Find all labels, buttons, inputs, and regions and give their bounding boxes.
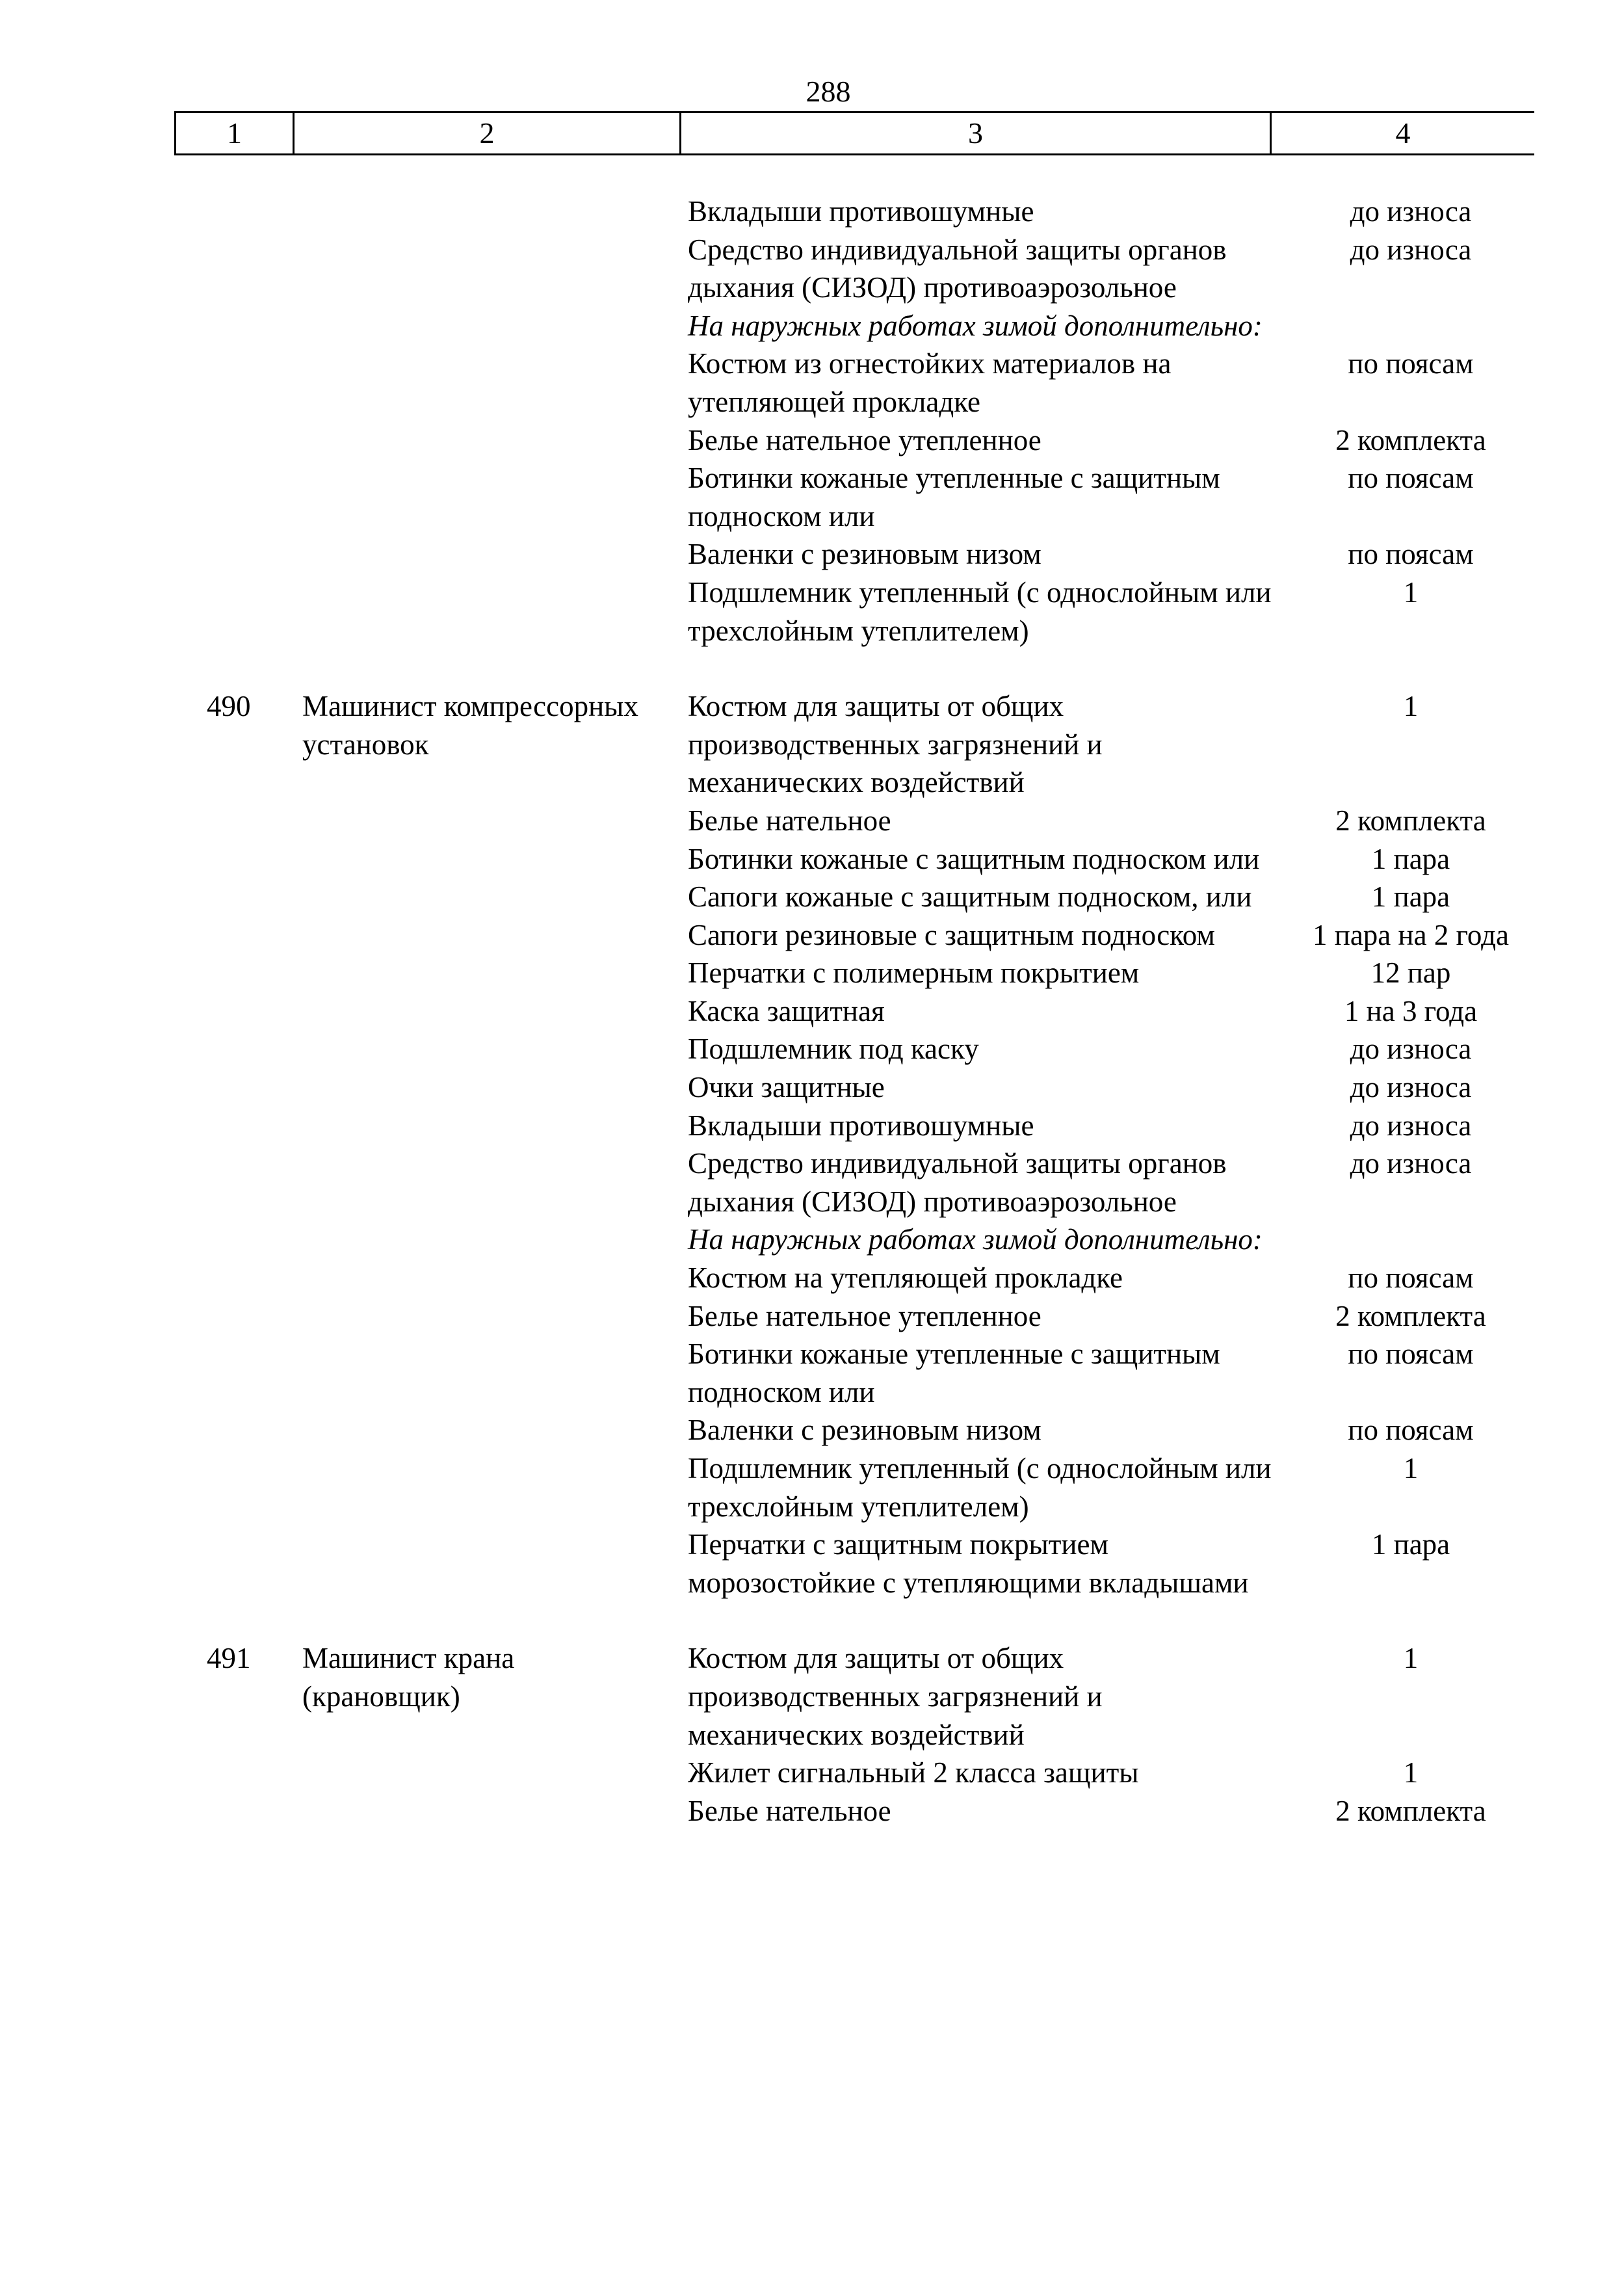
table-row xyxy=(0,1297,1624,1336)
table-row xyxy=(0,231,1624,307)
issue-norm: 1 xyxy=(1403,1642,1419,1675)
ppe-item: Жилет сигнальный 2 класса защиты xyxy=(688,1756,1139,1789)
table-row xyxy=(0,954,1624,992)
ppe-item: Белье нательное утепленное xyxy=(688,1299,1041,1332)
issue-norm: по поясам xyxy=(1348,462,1474,495)
page-number xyxy=(0,73,1624,110)
table-row xyxy=(0,1107,1624,1145)
ppe-item: Сапоги кожаные с защитным подноском, или xyxy=(688,880,1252,914)
ppe-item: Средство индивидуальной защиты органов дыхания (СИЗОД) противоаэрозольное xyxy=(688,1147,1227,1218)
position-name: Машинист компрессорных установок xyxy=(302,690,638,761)
ppe-item: Ботинки кожаные с защитным подноском или xyxy=(688,842,1260,875)
issue-norm: до износа xyxy=(1350,1033,1472,1066)
table-header xyxy=(174,111,1534,155)
ppe-item: Каска защитная xyxy=(688,994,885,1027)
ppe-item: Перчатки с полимерным покрытием xyxy=(688,957,1140,990)
issue-norm: 1 xyxy=(1403,1756,1419,1789)
issue-norm: до износа xyxy=(1350,1071,1472,1104)
table-row xyxy=(0,1259,1624,1297)
issue-norm: 1 xyxy=(1403,1452,1419,1484)
table-row xyxy=(0,992,1624,1031)
table-row xyxy=(0,1221,1624,1259)
issue-norm: 2 комплекта xyxy=(1335,1299,1486,1332)
table-row xyxy=(0,1792,1624,1830)
table-row xyxy=(0,307,1624,345)
header-col-3: 3 xyxy=(679,113,1270,153)
issue-norm: 2 комплекта xyxy=(1335,1794,1486,1827)
issue-norm: 1 пара на 2 года xyxy=(1313,918,1509,951)
table-row xyxy=(0,802,1624,840)
row-number: 491 xyxy=(207,1642,251,1675)
issue-norm: 1 пара xyxy=(1371,1528,1450,1561)
section-note: На наружных работах зимой дополнительно: xyxy=(688,309,1263,342)
issue-norm: до износа xyxy=(1350,195,1472,228)
issue-norm: 1 пара xyxy=(1371,842,1450,875)
header-col-1: 1 xyxy=(174,113,293,153)
ppe-item: Белье нательное xyxy=(688,1794,891,1827)
issue-norm: до износа xyxy=(1350,233,1472,266)
table-row xyxy=(0,840,1624,878)
issue-norm: по поясам xyxy=(1348,538,1474,571)
header-col-2: 2 xyxy=(293,113,679,153)
table-row xyxy=(0,1639,1624,1754)
table-row xyxy=(0,687,1624,802)
table-row xyxy=(0,1030,1624,1068)
ppe-item: Перчатки с защитным покрытием морозостойкие с утепляющими вкладышами xyxy=(688,1528,1249,1599)
ppe-item: Белье нательное xyxy=(688,804,891,837)
table-row xyxy=(0,1411,1624,1449)
issue-norm: 1 пара xyxy=(1371,880,1450,914)
table-row xyxy=(0,1068,1624,1107)
issue-norm: 1 на 3 года xyxy=(1344,994,1478,1027)
ppe-item: Подшлемник утепленный (с однослойным или трехслойным утеплителем) xyxy=(688,575,1272,647)
table-row xyxy=(0,574,1624,650)
table-row xyxy=(0,192,1624,231)
ppe-item: Сапоги резиновые с защитным подноском xyxy=(688,918,1215,951)
table-row xyxy=(0,345,1624,421)
ppe-item: Очки защитные xyxy=(688,1071,885,1104)
ppe-item: Костюм из огнестойких материалов на утепляющей прокладке xyxy=(688,347,1172,418)
header-col-4: 4 xyxy=(1270,113,1534,153)
table-row xyxy=(0,1335,1624,1411)
ppe-item: Костюм на утепляющей прокладке xyxy=(688,1261,1123,1295)
issue-norm: 12 пар xyxy=(1370,957,1451,990)
table-row xyxy=(0,535,1624,574)
issue-norm: по поясам xyxy=(1348,1414,1474,1447)
issue-norm: 1 xyxy=(1403,575,1419,609)
table-row xyxy=(0,1525,1624,1602)
table-body xyxy=(0,192,1624,1830)
ppe-item: Вкладыши противошумные xyxy=(688,195,1034,228)
ppe-item: Белье нательное утепленное xyxy=(688,423,1041,456)
row-gap xyxy=(0,650,1624,687)
table-row xyxy=(0,1754,1624,1792)
issue-norm: до износа xyxy=(1350,1147,1472,1180)
ppe-item: Валенки с резиновым низом xyxy=(688,538,1041,571)
row-number: 490 xyxy=(207,690,251,723)
table-row xyxy=(0,459,1624,535)
row-gap xyxy=(0,1602,1624,1639)
position-name: Машинист крана (крановщик) xyxy=(302,1642,515,1713)
issue-norm: по поясам xyxy=(1348,1261,1474,1295)
issue-norm: по поясам xyxy=(1348,347,1474,380)
issue-norm: 1 xyxy=(1403,690,1419,723)
ppe-item: Ботинки кожаные утепленные с защитным подноском или xyxy=(688,1338,1220,1408)
ppe-item: Подшлемник утепленный (с однослойным или трехслойным утеплителем) xyxy=(688,1452,1272,1523)
ppe-item: Вкладыши противошумные xyxy=(688,1109,1034,1142)
issue-norm: 2 комплекта xyxy=(1335,423,1486,456)
page-number-text: 288 xyxy=(805,75,851,108)
table-row xyxy=(0,916,1624,955)
ppe-item: Средство индивидуальной защиты органов дыхания (СИЗОД) противоаэрозольное xyxy=(688,233,1227,304)
section-note: На наружных работах зимой дополнительно: xyxy=(688,1223,1263,1256)
issue-norm: по поясам xyxy=(1348,1338,1474,1371)
ppe-item: Ботинки кожаные утепленные с защитным подноском или xyxy=(688,462,1220,533)
ppe-item: Костюм для защиты от общих производственных загрязнений и механических воздействий xyxy=(688,690,1103,799)
ppe-item: Подшлемник под каску xyxy=(688,1033,979,1066)
table-row xyxy=(0,878,1624,916)
ppe-item: Костюм для защиты от общих производственных загрязнений и механических воздействий xyxy=(688,1642,1103,1751)
table-row xyxy=(0,1449,1624,1525)
issue-norm: до износа xyxy=(1350,1109,1472,1142)
ppe-item: Валенки с резиновым низом xyxy=(688,1414,1041,1447)
table-row xyxy=(0,1144,1624,1221)
table-row xyxy=(0,421,1624,460)
issue-norm: 2 комплекта xyxy=(1335,804,1486,837)
